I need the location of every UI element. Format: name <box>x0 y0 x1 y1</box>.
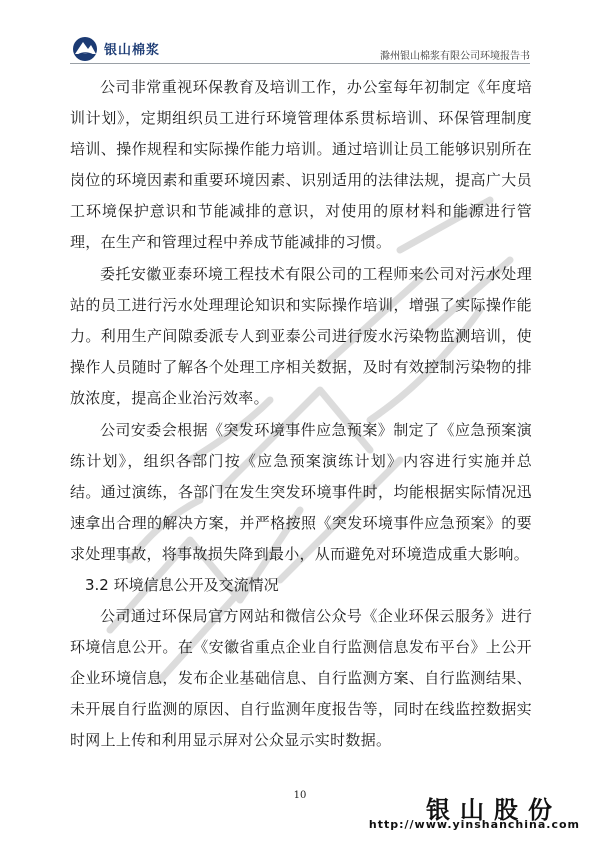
section-heading: 3.2 环境信息公开及交流情况 <box>85 576 279 594</box>
header-divider <box>70 63 530 64</box>
paragraph-wastewater-training: 委托安徽亚泰环境工程技术有限公司的工程师来公司对污水处理站的员工进行污水处理理论知识和实际操作培训，增强了实际操作能力。利用生产间隙委派专人到亚泰公司进行废水污染物监测培训，使操作人员随时了解各个处理工序相关数据，及时有效控制污染物的排放浓度，提高企业治污效率。 <box>70 265 532 407</box>
logo-text: 银山棉浆 <box>104 43 161 58</box>
paragraph-training: 公司非常重视环保教育及培训工作，办公室每年初制定《年度培训计划》，定期组织员工进行环境管理体系贯标培训、环保管理制度培训、操作规程和实际操作能力培训。通过培训让员工能够识别所在岗位的环境因素和重要环境因素、识别适用的法律法规，提高广大员工环境保护意识和节能减排的意识，对使用的原材料和能源进行管理，在生产和管理过程中养成节能减排的习惯。 <box>70 78 532 251</box>
website-url: http://www.yinshanchina.com <box>368 818 580 831</box>
header-title: 滁州银山棉浆有限公司环境报告书 <box>380 51 530 62</box>
brand-name: 银山股份 <box>426 796 562 824</box>
company-logo-icon <box>70 36 100 62</box>
page-number: 10 <box>293 790 307 801</box>
page-header <box>0 0 600 70</box>
document-body <box>70 72 532 756</box>
paragraph-information-disclosure: 公司通过环保局官方网站和微信公众号《企业环保云服务》进行环境信息公开。在《安徽省重点企业自行监测信息发布平台》上公开企业环境信息，发布企业基础信息、自行监测方案、自行监测结果、未开展自行监测的原因、自行监测年度报告等，同时在线监控数据实时网上上传和利用显示屏对公众显示实时数据。 <box>70 607 532 749</box>
paragraph-emergency-drill: 公司安委会根据《突发环境事件应急预案》制定了《应急预案演练计划》，组织各部门按《应急预案演练计划》内容进行实施并总结。通过演练，各部门在发生突发环境事件时，均能根据实际情况迅速拿出合理的解决方案，并严格按照《突发环境事件应急预案》的要求处理事故，将事故损失降到最小，从而避免对环境造成重大影响。 <box>70 421 532 563</box>
